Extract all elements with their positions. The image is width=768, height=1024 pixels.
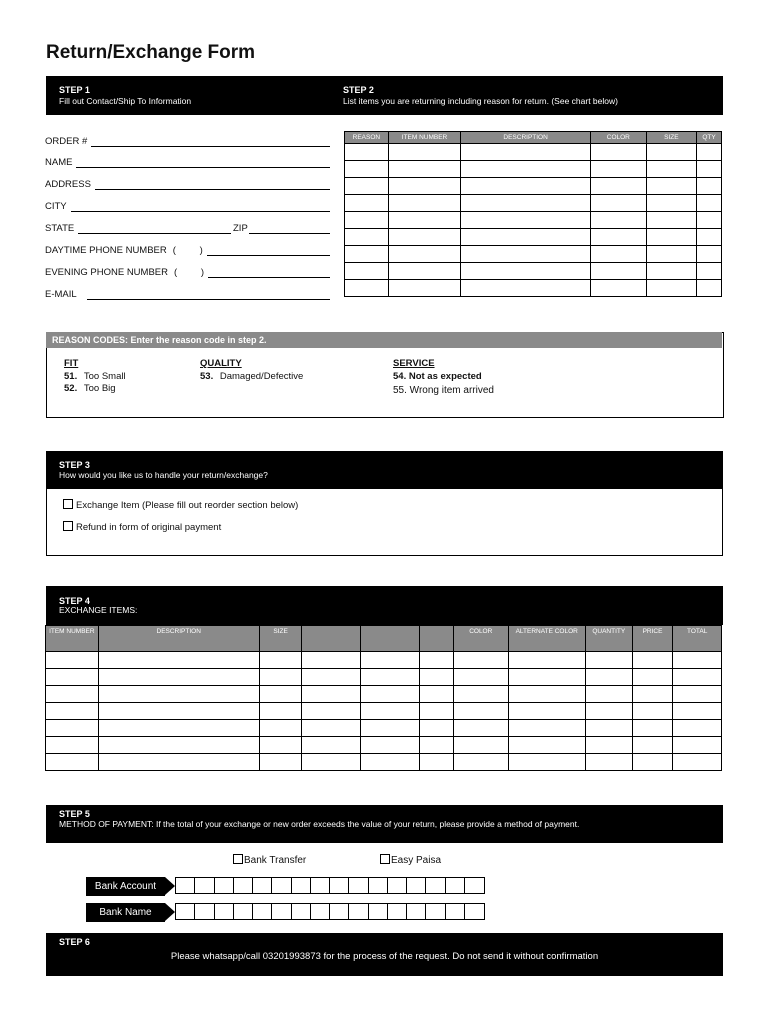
name-label: NAME — [45, 157, 73, 168]
exchange-table-cell[interactable] — [361, 703, 419, 720]
exchange-table-cell[interactable] — [454, 686, 509, 703]
exchange-header-price: PRICE — [632, 626, 673, 652]
exchange-checkbox[interactable] — [63, 499, 73, 509]
service-code-54: 54. Not as expected — [393, 371, 482, 382]
exchange-table-cell[interactable] — [98, 720, 259, 737]
exchange-table-cell[interactable] — [361, 669, 419, 686]
bank-account-char-box[interactable] — [349, 878, 368, 893]
exchange-item-option[interactable]: Exchange Item (Please fill out reorder section below) — [63, 499, 298, 511]
address-field[interactable] — [45, 179, 330, 190]
return-table-cell[interactable] — [388, 212, 460, 229]
bank-name-char-box[interactable] — [330, 904, 349, 919]
exchange-table-cell[interactable] — [632, 669, 673, 686]
return-table-cell[interactable] — [697, 144, 722, 161]
bank-name-char-box[interactable] — [407, 904, 426, 919]
exchange-table-cell[interactable] — [508, 703, 585, 720]
exchange-table-cell[interactable] — [673, 737, 722, 754]
return-items-table — [344, 131, 722, 297]
exchange-table-cell[interactable] — [302, 703, 361, 720]
step5-label: STEP 5 — [59, 809, 90, 819]
exchange-table-cell[interactable] — [419, 669, 453, 686]
exchange-header-blank-3 — [419, 626, 453, 652]
easy-paisa-checkbox[interactable] — [380, 854, 390, 864]
exchange-table-cell[interactable] — [419, 737, 453, 754]
exchange-table-cell[interactable] — [259, 737, 302, 754]
zip-label: ZIP — [233, 223, 248, 234]
page-title: Return/Exchange Form — [46, 42, 256, 63]
return-table-cell[interactable] — [697, 229, 722, 246]
return-table-cell[interactable] — [646, 263, 697, 280]
step1-step2-bar — [46, 76, 723, 115]
step1-text: Fill out Contact/Ship To Information — [59, 96, 192, 106]
bank-account-cells[interactable] — [175, 877, 485, 894]
exchange-table-cell[interactable] — [673, 652, 722, 669]
daytime-phone-paren: ( ) — [172, 245, 203, 256]
exchange-table-cell[interactable] — [585, 669, 632, 686]
return-table-header — [345, 132, 722, 144]
bank-account-char-box[interactable] — [215, 878, 234, 893]
quality-title: QUALITY — [200, 358, 242, 369]
return-table-cell[interactable] — [591, 246, 647, 263]
exchange-table-cell[interactable] — [508, 737, 585, 754]
refund-option[interactable]: Refund in form of original payment — [63, 521, 221, 533]
exchange-table-cell[interactable] — [259, 669, 302, 686]
bank-name-char-box[interactable] — [388, 904, 407, 919]
bank-name-tag: Bank Name — [86, 903, 165, 922]
bank-transfer-option[interactable]: Bank Transfer — [233, 854, 306, 866]
evening-phone-label: EVENING PHONE NUMBER — [45, 267, 168, 278]
return-header-item-number: ITEM NUMBER — [388, 132, 460, 144]
exchange-table-cell[interactable] — [585, 703, 632, 720]
bank-name-char-box[interactable] — [369, 904, 388, 919]
bank-name-char-box[interactable] — [465, 904, 484, 919]
bank-name-char-box[interactable] — [446, 904, 465, 919]
return-table-row — [345, 212, 722, 229]
return-table-cell[interactable] — [591, 161, 647, 178]
name-field[interactable] — [45, 157, 330, 168]
refund-checkbox[interactable] — [63, 521, 73, 531]
step6-label: STEP 6 — [59, 937, 90, 947]
fit-code-51: 51. Too Small — [64, 371, 126, 382]
exchange-table-cell[interactable] — [585, 652, 632, 669]
step2-text: List items you are returning including reason for return. (See chart below) — [343, 96, 618, 106]
exchange-table-cell[interactable] — [361, 652, 419, 669]
return-table-cell[interactable] — [388, 246, 460, 263]
return-table-cell[interactable] — [697, 246, 722, 263]
return-table-row — [345, 144, 722, 161]
address-label: ADDRESS — [45, 179, 91, 190]
exchange-table-cell[interactable] — [454, 703, 509, 720]
exchange-table-cell[interactable] — [46, 737, 99, 754]
email-label: E-MAIL — [45, 289, 77, 300]
quality-code-53: 53. Damaged/Defective — [200, 371, 304, 382]
return-table-cell[interactable] — [591, 212, 647, 229]
exchange-table-cell[interactable] — [632, 720, 673, 737]
bank-name-char-box[interactable] — [426, 904, 445, 919]
exchange-table-cell[interactable] — [632, 686, 673, 703]
return-table-cell[interactable] — [388, 161, 460, 178]
return-table-cell[interactable] — [461, 195, 591, 212]
exchange-table-cell[interactable] — [302, 669, 361, 686]
return-table-cell[interactable] — [345, 144, 389, 161]
bank-account-char-box[interactable] — [195, 878, 214, 893]
exchange-table-row — [46, 686, 722, 703]
exchange-table-cell[interactable] — [98, 737, 259, 754]
bank-account-char-box[interactable] — [369, 878, 388, 893]
step4-text: EXCHANGE ITEMS: — [59, 605, 138, 615]
exchange-header-color: COLOR — [454, 626, 509, 652]
exchange-table-cell[interactable] — [419, 686, 453, 703]
bank-account-char-box[interactable] — [426, 878, 445, 893]
return-table-cell[interactable] — [461, 161, 591, 178]
bank-name-char-box[interactable] — [195, 904, 214, 919]
return-table-cell[interactable] — [646, 178, 697, 195]
return-table-cell[interactable] — [646, 246, 697, 263]
return-table-cell[interactable] — [697, 178, 722, 195]
exchange-header-quantity: QUANTITY — [585, 626, 632, 652]
fit-title: FIT — [64, 358, 79, 369]
return-table-cell[interactable] — [345, 212, 389, 229]
exchange-table-cell[interactable] — [454, 669, 509, 686]
step5-bar — [46, 805, 723, 843]
step3-label: STEP 3 — [59, 460, 90, 470]
exchange-table-cell[interactable] — [302, 686, 361, 703]
exchange-table-cell[interactable] — [302, 720, 361, 737]
return-table-cell[interactable] — [646, 212, 697, 229]
return-table-row — [345, 195, 722, 212]
exchange-table-cell[interactable] — [259, 754, 302, 771]
step3-bar — [46, 451, 723, 489]
exchange-table-row — [46, 669, 722, 686]
bank-account-char-box[interactable] — [446, 878, 465, 893]
exchange-table-row — [46, 703, 722, 720]
return-table-cell[interactable] — [388, 263, 460, 280]
exchange-table-cell[interactable] — [454, 754, 509, 771]
exchange-table-cell[interactable] — [419, 754, 453, 771]
daytime-phone-field[interactable] — [45, 245, 330, 256]
bank-account-char-box[interactable] — [465, 878, 484, 893]
return-table-cell[interactable] — [345, 178, 389, 195]
return-table-cell[interactable] — [461, 263, 591, 280]
return-table-cell[interactable] — [461, 280, 591, 297]
return-table-cell[interactable] — [646, 280, 697, 297]
exchange-table-cell[interactable] — [673, 686, 722, 703]
exchange-table-cell[interactable] — [361, 754, 419, 771]
service-title: SERVICE — [393, 358, 435, 369]
exchange-table-cell[interactable] — [508, 754, 585, 771]
return-table-cell[interactable] — [646, 144, 697, 161]
return-table-cell[interactable] — [461, 229, 591, 246]
exchange-header-size: SIZE — [259, 626, 302, 652]
service-code-55: 55. Wrong item arrived — [393, 385, 494, 396]
return-table-cell[interactable] — [388, 144, 460, 161]
exchange-table-cell[interactable] — [46, 669, 99, 686]
exchange-header-blank-1 — [302, 626, 361, 652]
reason-codes-header: REASON CODES: Enter the reason code in step 2. — [46, 332, 722, 348]
return-table-cell[interactable] — [461, 144, 591, 161]
return-table-cell[interactable] — [345, 263, 389, 280]
city-label: CITY — [45, 201, 67, 212]
exchange-table-cell[interactable] — [585, 686, 632, 703]
exchange-table-cell[interactable] — [454, 652, 509, 669]
return-table-cell[interactable] — [697, 212, 722, 229]
return-header-reason: REASON — [345, 132, 389, 144]
return-table-cell[interactable] — [646, 161, 697, 178]
return-header-description: DESCRIPTION — [461, 132, 591, 144]
exchange-table-cell[interactable] — [632, 737, 673, 754]
exchange-table-cell[interactable] — [361, 686, 419, 703]
exchange-table-cell[interactable] — [361, 720, 419, 737]
exchange-table-cell[interactable] — [98, 686, 259, 703]
exchange-table-cell[interactable] — [98, 669, 259, 686]
exchange-table-cell[interactable] — [46, 720, 99, 737]
exchange-table-cell[interactable] — [259, 703, 302, 720]
exchange-table-cell[interactable] — [98, 652, 259, 669]
exchange-table-cell[interactable] — [454, 720, 509, 737]
bank-name-char-box[interactable] — [215, 904, 234, 919]
bank-account-char-box[interactable] — [176, 878, 195, 893]
exchange-table-cell[interactable] — [46, 652, 99, 669]
zip-field[interactable] — [233, 223, 330, 234]
return-table-cell[interactable] — [388, 229, 460, 246]
bank-account-char-box[interactable] — [388, 878, 407, 893]
exchange-table-cell[interactable] — [508, 720, 585, 737]
step6-text: Please whatsapp/call 03201993873 for the process of the request. Do not send it without confirmation — [170, 951, 599, 962]
return-table-cell[interactable] — [697, 280, 722, 297]
bank-account-char-box[interactable] — [272, 878, 291, 893]
bank-name-char-box[interactable] — [234, 904, 253, 919]
return-table-cell[interactable] — [591, 144, 647, 161]
exchange-table-cell[interactable] — [302, 652, 361, 669]
return-table-cell[interactable] — [461, 212, 591, 229]
step3-text: How would you like us to handle your return/exchange? — [59, 470, 268, 480]
bank-name-char-box[interactable] — [272, 904, 291, 919]
return-table-cell[interactable] — [345, 161, 389, 178]
bank-account-char-box[interactable] — [292, 878, 311, 893]
return-table-cell[interactable] — [646, 229, 697, 246]
return-table-row — [345, 178, 722, 195]
return-table-row — [345, 280, 722, 297]
return-table-cell[interactable] — [697, 161, 722, 178]
exchange-table-cell[interactable] — [585, 737, 632, 754]
bank-name-char-box[interactable] — [311, 904, 330, 919]
bank-name-cells[interactable] — [175, 903, 485, 920]
exchange-table-cell[interactable] — [632, 703, 673, 720]
return-table-cell[interactable] — [591, 195, 647, 212]
exchange-header-total: TOTAL — [673, 626, 722, 652]
exchange-table-cell[interactable] — [454, 737, 509, 754]
bank-name-char-box[interactable] — [176, 904, 195, 919]
exchange-table-cell[interactable] — [673, 754, 722, 771]
bank-account-char-box[interactable] — [253, 878, 272, 893]
return-table-cell[interactable] — [591, 263, 647, 280]
easy-paisa-option[interactable]: Easy Paisa — [380, 854, 441, 866]
bank-name-char-box[interactable] — [349, 904, 368, 919]
return-header-color: COLOR — [591, 132, 647, 144]
city-field[interactable] — [45, 201, 330, 212]
bank-account-char-box[interactable] — [311, 878, 330, 893]
exchange-table-cell[interactable] — [585, 754, 632, 771]
return-table-cell[interactable] — [345, 195, 389, 212]
exchange-table-cell[interactable] — [46, 703, 99, 720]
exchange-header-item-number: ITEM NUMBER — [46, 626, 99, 652]
return-table-cell[interactable] — [345, 246, 389, 263]
order-field[interactable] — [45, 136, 330, 147]
exchange-table-cell[interactable] — [98, 703, 259, 720]
exchange-table-cell[interactable] — [673, 703, 722, 720]
return-header-qty: QTY — [697, 132, 722, 144]
step1-label: STEP 1 — [59, 85, 90, 95]
exchange-table-cell[interactable] — [508, 686, 585, 703]
return-table-cell[interactable] — [591, 280, 647, 297]
exchange-table-cell[interactable] — [98, 754, 259, 771]
step4-label: STEP 4 — [59, 596, 90, 606]
bank-name-char-box[interactable] — [292, 904, 311, 919]
step2-label: STEP 2 — [343, 85, 374, 95]
evening-phone-field[interactable] — [45, 267, 330, 278]
bank-name-char-box[interactable] — [253, 904, 272, 919]
return-table-row — [345, 263, 722, 280]
return-table-cell[interactable] — [591, 229, 647, 246]
email-field[interactable] — [45, 289, 330, 300]
exchange-table-cell[interactable] — [508, 652, 585, 669]
exchange-table-cell[interactable] — [419, 703, 453, 720]
daytime-phone-label: DAYTIME PHONE NUMBER — [45, 245, 167, 256]
return-table-row — [345, 229, 722, 246]
state-label: STATE — [45, 223, 75, 234]
evening-phone-paren: ( ) — [174, 267, 205, 278]
return-table-cell[interactable] — [345, 280, 389, 297]
exchange-table-cell[interactable] — [361, 737, 419, 754]
exchange-table-row — [46, 737, 722, 754]
return-table-cell[interactable] — [388, 280, 460, 297]
state-field[interactable] — [45, 223, 231, 234]
exchange-table-row — [46, 754, 722, 771]
order-label: ORDER # — [45, 136, 88, 147]
exchange-table-cell[interactable] — [46, 754, 99, 771]
exchange-table-cell[interactable] — [585, 720, 632, 737]
return-table-cell[interactable] — [646, 195, 697, 212]
step5-text: METHOD OF PAYMENT: If the total of your exchange or new order exceeds the value of your return, please provide a method of payment. — [59, 819, 580, 829]
exchange-table-cell[interactable] — [259, 652, 302, 669]
exchange-table-cell[interactable] — [46, 686, 99, 703]
exchange-table-cell[interactable] — [259, 720, 302, 737]
return-header-size: SIZE — [646, 132, 697, 144]
return-table-cell[interactable] — [697, 263, 722, 280]
exchange-table-cell[interactable] — [302, 737, 361, 754]
bank-account-char-box[interactable] — [330, 878, 349, 893]
bank-account-char-box[interactable] — [407, 878, 426, 893]
return-table-cell[interactable] — [461, 246, 591, 263]
exchange-table-cell[interactable] — [673, 669, 722, 686]
bank-transfer-checkbox[interactable] — [233, 854, 243, 864]
exchange-table-row — [46, 720, 722, 737]
bank-account-tag: Bank Account — [86, 877, 165, 896]
step6-bar — [46, 933, 723, 976]
bank-account-char-box[interactable] — [234, 878, 253, 893]
return-table-row — [345, 246, 722, 263]
return-table-cell[interactable] — [591, 178, 647, 195]
exchange-table-cell[interactable] — [419, 720, 453, 737]
exchange-header-blank-2 — [361, 626, 419, 652]
exchange-items-table — [45, 625, 722, 771]
exchange-table-cell[interactable] — [632, 754, 673, 771]
exchange-table-row — [46, 652, 722, 669]
return-table-row — [345, 161, 722, 178]
exchange-header-alternate-color: ALTERNATE COLOR — [508, 626, 585, 652]
exchange-table-cell[interactable] — [302, 754, 361, 771]
fit-code-52: 52. Too Big — [64, 383, 116, 394]
exchange-table-header — [46, 626, 722, 652]
exchange-table-cell[interactable] — [508, 669, 585, 686]
exchange-table-cell[interactable] — [419, 652, 453, 669]
exchange-table-cell[interactable] — [673, 720, 722, 737]
exchange-header-description: DESCRIPTION — [98, 626, 259, 652]
return-table-cell[interactable] — [345, 229, 389, 246]
exchange-table-cell[interactable] — [259, 686, 302, 703]
step4-bar — [46, 586, 723, 625]
return-table-cell[interactable] — [388, 178, 460, 195]
return-table-cell[interactable] — [697, 195, 722, 212]
exchange-table-cell[interactable] — [632, 652, 673, 669]
return-table-cell[interactable] — [461, 178, 591, 195]
return-table-cell[interactable] — [388, 195, 460, 212]
